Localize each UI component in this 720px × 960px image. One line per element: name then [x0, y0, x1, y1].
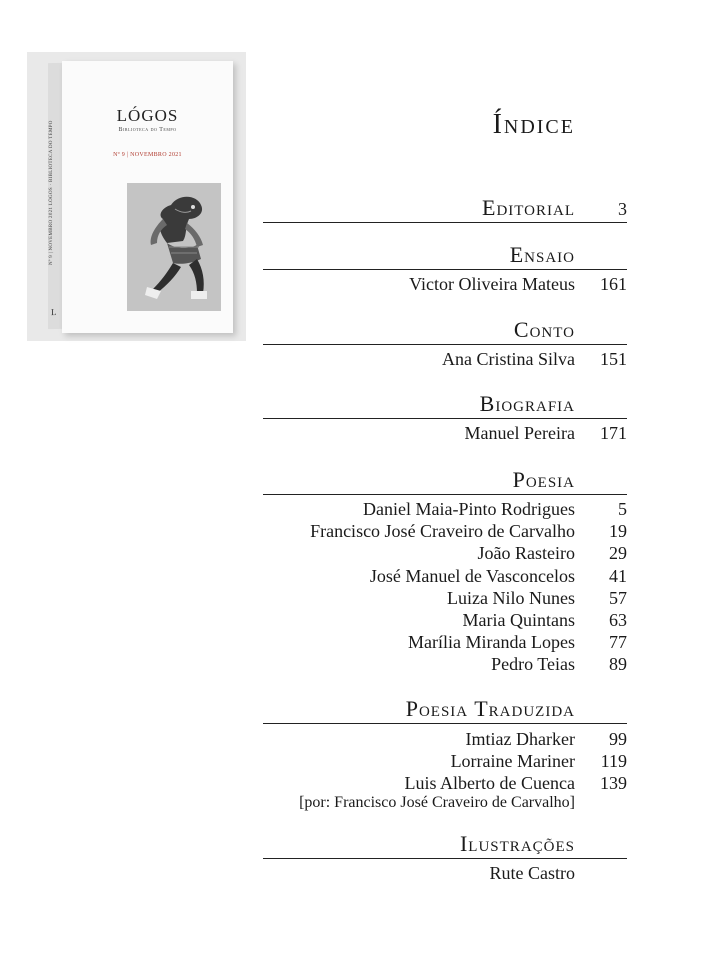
- toc-entry: [263, 609, 627, 631]
- section-editorial: [263, 196, 627, 223]
- toc-entry: [263, 631, 627, 653]
- entry-page: 57: [609, 588, 627, 608]
- entry-page: 171: [600, 423, 627, 443]
- entry-page: 29: [609, 543, 627, 563]
- spine-logo: L: [51, 306, 57, 318]
- section-conto: [263, 318, 627, 345]
- cover-issue: Nº 9 | NOVEMBRO 2021: [113, 152, 182, 158]
- toc-title: Índice: [492, 109, 575, 140]
- entry-author: Lorraine Mariner: [450, 751, 575, 771]
- entry-page: 77: [609, 632, 627, 652]
- toc-entry: [263, 862, 627, 884]
- entry-author: Francisco José Craveiro de Carvalho: [310, 521, 575, 541]
- section-name: Biografia: [479, 391, 575, 416]
- section-name: Ensaio: [509, 242, 575, 267]
- book-cover-image: [27, 52, 246, 341]
- cover-subtitle: Biblioteca do Tempo: [118, 127, 177, 133]
- section-biografia: [263, 392, 627, 419]
- section-ensaio: [263, 243, 627, 270]
- book-front: [62, 61, 233, 333]
- entry-author: Imtiaz Dharker: [465, 729, 575, 749]
- entry-author: João Rasteiro: [477, 543, 575, 563]
- entry-page: 139: [600, 773, 627, 793]
- entry-author: Maria Quintans: [462, 610, 575, 630]
- section-page: 3: [618, 199, 627, 219]
- entry-author: Luiza Nilo Nunes: [447, 588, 575, 608]
- section-ilustracoes: [263, 832, 627, 859]
- toc-entry: [263, 542, 627, 564]
- entry-page: 19: [609, 521, 627, 541]
- toc-entry: [263, 772, 627, 794]
- illustration-figure-icon: [127, 183, 221, 311]
- toc-entry: [263, 498, 627, 520]
- spine-text: Nº 9 | NOVEMBRO 2021 LÓGOS · BIBLIOTECA DO TEMPO: [49, 120, 54, 266]
- section-name: Conto: [513, 317, 575, 342]
- toc-entry: [263, 750, 627, 772]
- toc-entry: [263, 565, 627, 587]
- toc-entry: [263, 728, 627, 750]
- entry-author: José Manuel de Vasconcelos: [369, 566, 575, 586]
- section-name: Editorial: [482, 195, 575, 220]
- entry-page: 119: [600, 751, 627, 771]
- entry-author: Victor Oliveira Mateus: [409, 274, 575, 294]
- toc-entry: [263, 273, 627, 295]
- entry-page: 161: [600, 274, 627, 294]
- entry-author: Rute Castro: [489, 863, 575, 883]
- translator-note: [por: Francisco José Craveiro de Carvalho]: [299, 794, 575, 811]
- entry-author: Daniel Maia-Pinto Rodrigues: [363, 499, 575, 519]
- toc-entry: [263, 653, 627, 675]
- section-poesia: [263, 468, 627, 495]
- book-spine: [48, 63, 63, 329]
- entry-author: Marília Miranda Lopes: [408, 632, 575, 652]
- section-name: Poesia Traduzida: [405, 696, 575, 721]
- toc-entry: [263, 520, 627, 542]
- entry-page: 89: [609, 654, 627, 674]
- section-name: Poesia: [512, 467, 575, 492]
- section-poesia-traduzida: [263, 697, 627, 724]
- entry-page: 63: [609, 610, 627, 630]
- entry-author: Manuel Pereira: [464, 423, 575, 443]
- toc-entry: [263, 587, 627, 609]
- toc-entry: [263, 422, 627, 444]
- cover-illustration: [127, 183, 221, 311]
- entry-author: Ana Cristina Silva: [442, 349, 575, 369]
- entry-page: 99: [609, 729, 627, 749]
- entry-page: 41: [609, 566, 627, 586]
- entry-page: 151: [600, 349, 627, 369]
- cover-title: LÓGOS: [116, 106, 179, 125]
- entry-page: 5: [618, 499, 627, 519]
- entry-author: Pedro Teias: [491, 654, 575, 674]
- toc-entry: [263, 348, 627, 370]
- entry-author: Luis Alberto de Cuenca: [404, 773, 575, 793]
- section-name: Ilustrações: [459, 831, 575, 856]
